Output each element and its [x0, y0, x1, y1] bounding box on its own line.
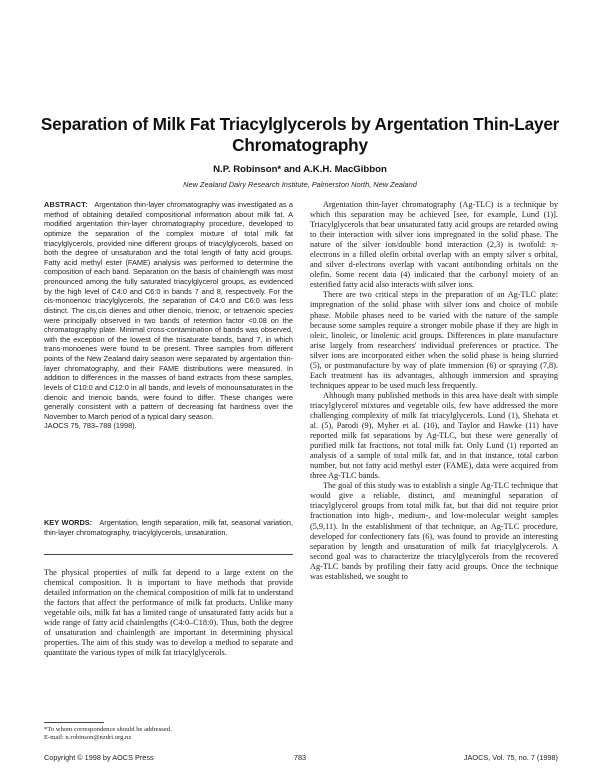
correspondence-note: *To whom correspondence should be addressed. — [44, 726, 172, 733]
body-paragraph: Argentation thin-layer chromatography (Ag-TLC) is a technique by which this separation may be achieved [see, for example, Lund (1)]. Triacylglycerols that bear unsaturated fatty acid groups are retarded owing to their interaction with silver ions impregnated in the solid phase. The nature of the silver ion/double bond interaction (2,3) is twofold: π-electrons in a filled olefin orbital overlap with an empty silver s orbital, and silver d-electrons overlap with vacant antibonding orbitals on the olefin. Some recent data (4) indicated that the carbonyl moiety of an esterified fatty acid also interacts with silver ions. — [310, 200, 558, 290]
article-title: Separation of Milk Fat Triacylglycerols by Argentation Thin-Layer Chromatography — [40, 114, 560, 155]
body-paragraph: The goal of this study was to establish a single Ag-TLC technique that would give a reliable, distinct, and meaningful separation of triacylglycerol groups from total milk fat, but that did not require prior fractionation into high-, medium-, and low-molecular weight samples (5,9,11). In the establishment of that technique, an Ag-TLC procedure, developed for confectionery fats (6), was found to provide an interesting separation by length and unsaturation of milk fat triacylglycerols. A second goal was to characterize the triacylglycerols from the recovered Ag-TLC bands by profiling their fatty acid groups. Once the technique was established, we sought to — [310, 481, 558, 581]
abstract — [44, 200, 293, 431]
section-divider — [44, 554, 293, 555]
body-paragraph: Although many published methods in this area have dealt with simple triacylglycerol mixtures and vegetable oils, few have addressed the more challenging complexity of milk fat triacylglycerols. Lund (1), Shehata et al. (5), Parodi (9), Myher et al. (10), and Taylor and Hawke (11) have reported milk fat separations by Ag-TLC, but these were generally of purified milk fat fractions, not total milk fat. Only Lund (1) reported an analysis of a sample of total milk fat, and in that instance, total carbon number, but not fatty acid methyl ester (FAME), data were acquired from three Ag-TLC bands. — [310, 390, 558, 481]
author-affiliation: New Zealand Dairy Research Institute, Palmerston North, New Zealand — [183, 180, 417, 189]
page-number: 783 — [293, 753, 307, 762]
body-paragraph: There are two critical steps in the preparation of an Ag-TLC plate: impregnation of the solid phase with silver ions and choice of mobile phase. Mobile phases need to be varied with the nature of the sample because some samples require a stronger mobile phase if they are high in oleic, linoleic, or linolenic acid groups. Differences in plate manufacture arise largely from researchers' individual preferences or practice. The silver ions are incorporated either when the solid phase is being slurried (5), or postmanufacture by way of plate immersion (6) or spraying (7,8). Each treatment has its advantages, although immersion and spraying techniques appear to be used much less frequently. — [310, 290, 558, 390]
abstract-label: ABSTRACT: — [44, 200, 88, 209]
abstract-text: Argentation thin-layer chromatography was investigated as a method of obtaining detailed compositional information about milk fat. A modified argentation thin-layer chromatography procedure, developed to optimize the separation of the complex mixture of total milk fat triacylglycerols, provided nine different groups of triacylglycerols, based on both the degree of unsaturation and the total length of fatty acid groups. Fatty acid methyl ester (FAME) analysis was performed to determine the composition of each band. Separation on the basis of chainlength was most pronounced among the fully saturated triacylglycerol groups, as evidenced by the high level of C4:0 and C6:0 in bands 7 and 8, respectively. For the cis-monoenoic triacylglycerols, the separation of C4:0 and C6:0 was less distinct. The cis,cis dienes and other dienoic, trienoic, or tetraenoic species were principally observed in two bands of retention factor <0.08 on the chromatography plate. Minimal cross-contamination of bands was observed, with the exception of the lowest of the trisaturate bands, band 7, in which trans-monoenes were found to be present. Three samples from different points of the New Zealand dairy season were separated by argentation thin-layer chromatography, and their FAME distributions were measured. In addition to differences in the masses of band extracts from these samples, levels of C10:0 and C12:0 in all bands, and levels of monounsaturates in the dienoic and trienoic bands, were found to differ. These changes were generally consistent with a pattern of decreasing fat hardness over the November to March period of a typical dairy season. — [44, 200, 293, 421]
introduction-paragraph: The physical properties of milk fat depend to a large extent on the chemical composition. It is important to have methods that provide detailed information on the chemical composition of milk fat to understand the factors that affect the performance of milk fat products. Unlike many vegetable oils, milk fat has a limited range of unsaturated fatty acids but a wide range of fatty acid chainlengths (C4:0–C18:0). Thus, both the degree of unsaturation and chainlength are important in determining physical properties. The aim of this study was to develop a method to separate and quantitate the various types of milk fat triacylglycerols. — [44, 568, 293, 658]
copyright-notice: Copyright © 1998 by AOCS Press — [44, 753, 154, 762]
journal-citation: JAOCS 75, 783–788 (1998). — [44, 421, 137, 431]
keywords-text: Argentation, length separation, milk fat, seasonal variation, thin-layer chromatography, triacylglycerols, unsaturation. — [44, 518, 294, 537]
keywords — [44, 518, 293, 537]
contact-email: E-mail: n.robinson@nzdri.org.nz — [44, 734, 132, 742]
journal-issue: JAOCS, Vol. 75, no. 7 (1998) — [463, 753, 558, 762]
keywords-label: KEY WORDS: — [44, 518, 93, 527]
footnote-divider — [44, 722, 104, 723]
right-column — [310, 200, 558, 582]
footnote — [44, 726, 293, 742]
author-list: N.P. Robinson* and A.K.H. MacGibbon — [213, 164, 387, 175]
